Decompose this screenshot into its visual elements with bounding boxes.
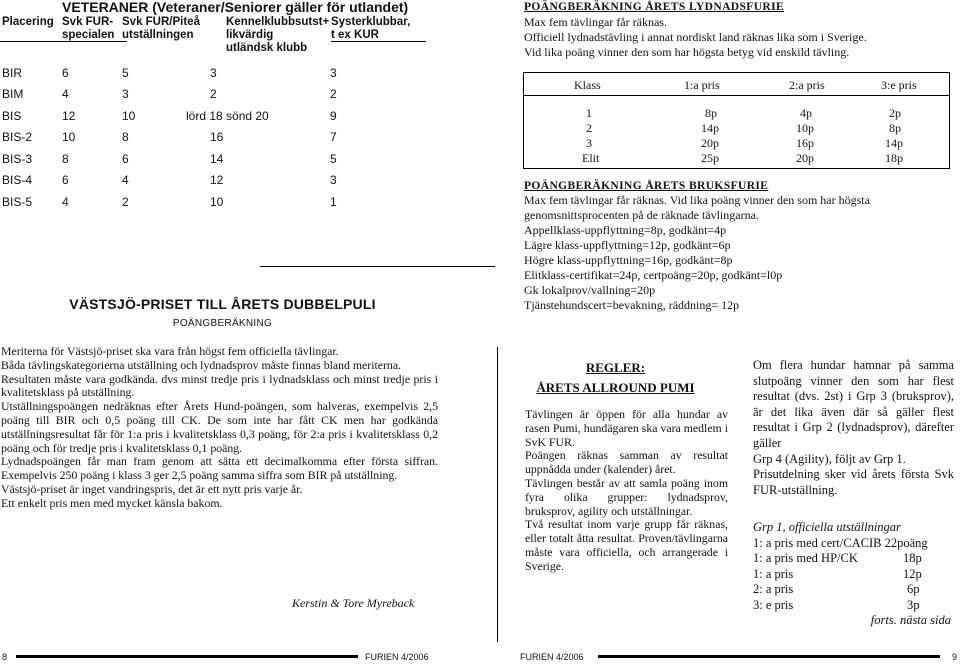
table-row: BIS 12 10 lörd 18 sönd 20 9 <box>2 109 337 123</box>
header-systerklubbar: Systerklubbar, t ex KUR <box>331 16 411 41</box>
placing-title: VETERANER (Veteraner/Seniorer gäller för utlandet) <box>62 0 409 15</box>
list-item: 1: a pris med cert/CACIB 22poäng <box>753 535 928 550</box>
regler-title: REGLER: ÅRETS ALLROUND PUMI <box>536 360 695 395</box>
regler-body: Tävlingen är öppen för alla hundar av rasen Pumi, hundägaren ska vara medlem i SvK FUR. Poängen räknas samman av resultat uppnådda under (kalender) året. Tävlingen består av att samla poäng inom fyra olika grupper: lydnadsprov, bruksprov, agility och utställningar. Två resultat inom varje grupp får räknas, eller totalt åtta resultat. Proven/tävlingarna måste vara officiella, och arrangerade i Sverige. <box>525 407 728 573</box>
table-row: BIR 6 5 3 3 <box>2 66 337 80</box>
section-rule <box>260 266 495 267</box>
table-row: BIS-5 4 2 10 1 <box>2 195 337 209</box>
table-row: BIS-4 6 4 12 3 <box>2 173 337 187</box>
vastsjo-title: VÄSTSJÖ-PRISET TILL ÅRETS DUBBELPULI <box>69 296 376 312</box>
continued-note: forts. nästa sida <box>870 613 951 627</box>
table-row: 2 14p 10p 8p <box>586 121 901 135</box>
list-item: 3: e pris 3p <box>753 597 920 612</box>
vastsjo-body: Meriterna för Västsjö-priset ska vara från högst fem officiella tävlingar. Båda tävlingskategorierna utställning och lydnadsprov måste finnas bland meriterna. Resultaten måste vara godkända. dvs minst tredje pris i lydnadsklass och minst tredje pris i kvalitetsklass på utställning. Utställningspoängen nedräknas efter Årets Hund-poängen, som halveras, exempelvis 2,5 poäng till BIR och 0,5 poäng till CK. De som inte har fått CK men har godkända utställningsresultat får för 1:a pris i kvalitetsklass 0,3 poäng, för 2:a pris i kvalitetsklass 0,2 poäng och för tredje pris i kvalitetsklass 0,1 poäng. Lydnadspoängen får man fram genom att sätta ett decimalkomma efter första siffran. Exempelvis 250 poäng i klass 3 ger 2,5 poäng samma siffra som BIR på utställning. Västsjö-priset är inget vandringspris, det är ett nytt pris varje år. Ett enkelt pris men med mycket känsla bakom. <box>1 344 438 510</box>
grp1-list <box>753 520 953 629</box>
bruks-title: POÄNGBERÄKNING ÅRETS BRUKSFURIE <box>524 180 769 192</box>
magazine-issue-left: FURIEN 4/2006 <box>365 652 429 662</box>
grp1-title: Grp 1, officiella utställningar <box>753 520 901 534</box>
table-header: Klass 1:a pris 2:a pris 3:e pris <box>574 78 917 92</box>
magazine-issue-right: FURIEN 4/2006 <box>520 652 584 662</box>
header-kennelklubb: Kennelklubbsutst+ likvärdig utländsk klubb <box>226 16 330 54</box>
page-divider <box>497 347 498 642</box>
header-underline <box>331 41 426 42</box>
lydnad-text: Max fem tävlingar får räknas. Officiell lydnadstävling i annat nordiskt land räknas lika som i Sverige. Vid lika poäng vinner den som har högsta betyg vid enskild tävling. <box>524 15 867 59</box>
bruks-text: Max fem tävlingar får räknas. Vid lika poäng vinner den som har högsta genomsnittsprocenten på de räknade tävlingarna. Appellklass-uppflyttning=8p, godkänt=4p Lägre klass-uppflyttning=12p, godkänt=6p Högre klass-uppflyttning=16p, godkänt=8p Elitklass-certifikat=24p, certpoäng=20p, godkänt=l0p Gk lokalprov/vallning=20p Tjänstehundscert=bevakning, räddning= 12p <box>524 193 870 312</box>
lydnad-title: POÄNGBERÄKNING ÅRETS LYDNADSFURIE <box>524 1 785 13</box>
table-row: Elit 25p 20p 18p <box>582 151 903 165</box>
header-underline <box>0 41 127 42</box>
page-number-left: 8 <box>2 652 8 662</box>
signature: Kerstin & Tore Myreback <box>292 596 415 610</box>
footer-rule-left <box>16 655 358 658</box>
table-row: BIS-2 10 8 16 7 <box>2 130 337 144</box>
header-fur-special: Svk FUR- specialen <box>62 16 115 41</box>
list-item: 1: a pris 12p <box>753 566 922 581</box>
list-item: 2: a pris 6p <box>753 582 920 596</box>
table-row: BIM 4 3 2 2 <box>2 87 337 101</box>
table-divider <box>524 95 949 96</box>
header-placering: Placering <box>2 16 54 28</box>
footer-rule-right <box>598 655 940 658</box>
lydnad-points-table <box>523 72 950 169</box>
page-number-right: 9 <box>952 652 958 662</box>
table-row: 1 8p 4p 2p <box>586 106 901 120</box>
list-item: 1: a pris med HP/CK 18p <box>753 551 922 565</box>
table-row: 3 20p 16p 14p <box>586 136 903 150</box>
vastsjo-subtitle: POÄNGBERÄKNING <box>172 318 273 329</box>
regler-tiebreak: Om flera hundar hamnar på samma slutpoäng vinner den som har flest resultat (dvs. 2st) i Grp 3 (bruksprov), är det lika även där så gäller flest resultat i Grp 2 (lydnadsprov), därefter gäller Grp 4 (Agility), följt av Grp 1. Prisutdelning sker vid årets första Svk FUR-utställning. <box>753 358 954 497</box>
table-row: BIS-3 8 6 14 5 <box>2 152 337 166</box>
header-fur-pitea: Svk FUR/Piteå utställningen <box>122 16 200 41</box>
